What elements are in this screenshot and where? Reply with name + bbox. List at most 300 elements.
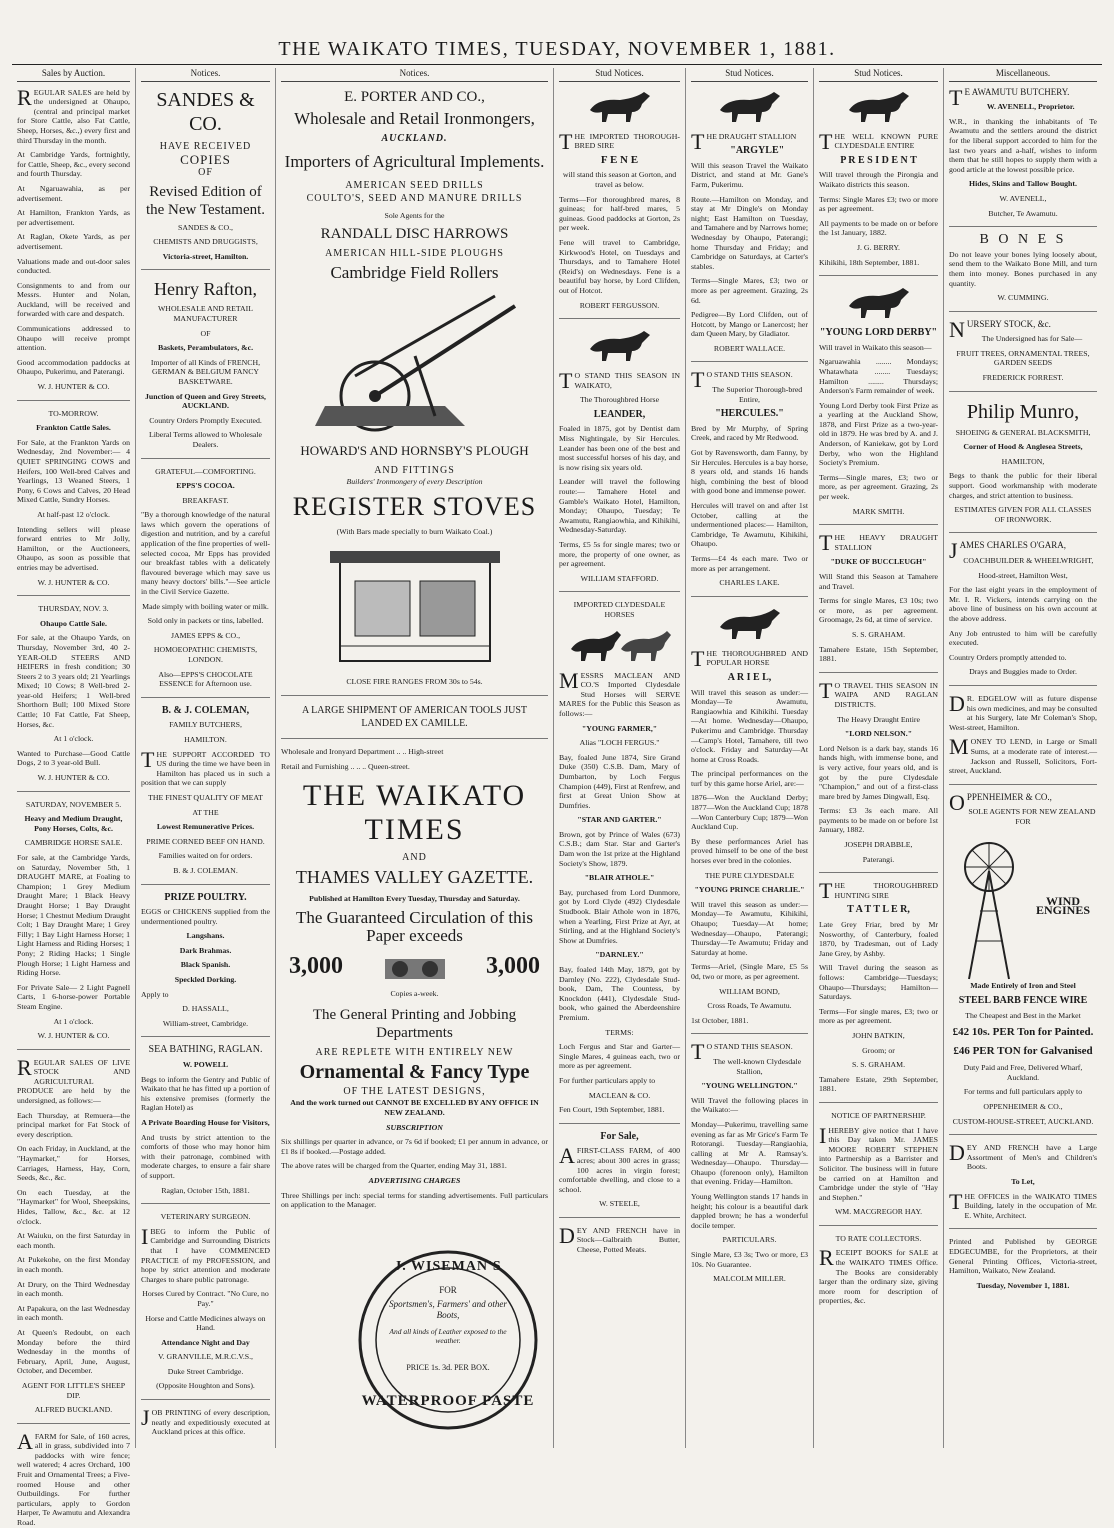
signature: FREDERICK FORREST.	[982, 373, 1064, 383]
signature: V. GRANVILLE, M.R.C.V.S.,	[157, 1352, 254, 1362]
ad-line: Sold only in packets or tins, labelled.	[147, 616, 264, 626]
ad-line: Made simply with boiling water or milk.	[142, 601, 269, 611]
ad-title: Wholesale and Retail Ironmongers,	[294, 108, 535, 128]
ad-line: The Undersigned has for Sale—	[981, 334, 1083, 344]
ad-title: Cambridge Field Rollers	[330, 263, 499, 283]
paragraph: At Papakura, on the last Wednesday in each month.	[17, 1303, 130, 1323]
heading: IMPORTED CLYDESDALE HORSES	[573, 600, 666, 619]
divider	[559, 591, 680, 592]
ad-line: AMERICAN SEED DRILLS	[345, 179, 484, 191]
horses-icon	[565, 625, 675, 665]
paragraph: DEY AND FRENCH have in Stock—Galbraith Butter, Cheese, Potted Meats.	[559, 1222, 680, 1255]
column-sales-by-auction	[12, 68, 136, 1528]
paragraph: DR. EDGELOW will as future dispense his own medicines, and may be consulted at his Surgery, late Mr Coleman's Shop, West-street, Hamilton.	[949, 690, 1097, 732]
paragraph: IBEG to inform the Public of Cambridge and Surrounding Districts that I have COMMENCED PRACTICE of my PROFESSION, and hope by strict attention and moderate Charges to share public patronage.	[141, 1223, 270, 1284]
horse-name: LEANDER,	[593, 408, 646, 420]
signature: ROBERT WALLACE.	[713, 343, 786, 353]
column-stud-notices-3	[814, 68, 944, 1448]
ad-title: JAMES CHARLES O'GARA,	[949, 538, 1066, 564]
ad-line: Raglan, October 15th, 1881.	[161, 1185, 250, 1195]
ad-line: Sole Agents for the	[384, 210, 445, 220]
divider	[141, 1203, 270, 1204]
paragraph: THE THOROUGHBRED HUNTING SIRE	[819, 878, 938, 904]
seal-line: FOR	[439, 1285, 457, 1295]
ad-line: Attendance Night and Day	[161, 1337, 250, 1347]
ad-line: Butcher, Te Awamutu.	[988, 208, 1058, 218]
divider	[949, 311, 1097, 312]
paragraph: At Cambridge Yards, fortnightly, for Cattle, Sheep, &c., every second and fourth Thursday.	[17, 150, 130, 179]
column-header: Notices.	[281, 68, 548, 82]
paragraph: Terms: £3 3s each mare. All payments to be made on or before 1st January, 1882.	[819, 806, 938, 835]
ad-line: Drays and Buggies made to Order.	[969, 667, 1077, 677]
signature: WILLIAM BOND,	[719, 986, 780, 996]
ad-title: NURSERY STOCK, &c.	[949, 316, 1051, 342]
ad-line: TERMS:	[605, 1027, 634, 1037]
horse-icon	[580, 327, 660, 365]
paragraph: Will Travel during the season as follows: Cambridge—Tuesdays; Ohaupo—Thursdays; Hamilton—Saturdays.	[819, 963, 938, 1002]
ad-title: RANDALL DISC HARROWS	[320, 226, 509, 243]
ad-title: The General Printing and Jobbing Departments	[312, 1007, 517, 1042]
paragraph: JOB PRINTING of every description, neatly and expeditiously executed at Auckland prices at this office.	[141, 1405, 270, 1437]
paragraph: Begs to thank the public for their liberal support. Good workmanship with moderate charges, and strict attention to business.	[949, 471, 1097, 500]
ad-title: Henry Rafton,	[154, 279, 257, 300]
heading: SATURDAY, NOVEMBER 5.	[25, 799, 122, 809]
divider	[17, 1423, 130, 1424]
ad-line: BREAKFAST.	[182, 495, 229, 505]
ad-line: Horse and Cattle Medicines always on Hand.	[145, 1313, 266, 1333]
paragraph: TO STAND THIS SEASON.	[691, 1039, 793, 1065]
ad-title: Philip Munro,	[966, 400, 1080, 423]
masthead-title: THE WAIKATO TIMES, TUESDAY, NOVEMBER 1, 1881.	[278, 38, 836, 60]
ad-line: COPIES	[180, 151, 231, 167]
seal-line: Sportsmen's, Farmers' and other Boots,	[389, 1299, 507, 1320]
horse-name: "YOUNG LORD DERBY"	[819, 327, 938, 339]
ad-title: Revised Edition of the New Testament.	[145, 183, 266, 218]
ad-line: OF	[198, 166, 213, 178]
signature: S. S. GRAHAM.	[851, 1060, 906, 1070]
divider	[819, 872, 938, 873]
ad-title: SEA BATHING, RAGLAN.	[148, 1044, 263, 1056]
paragraph: Consignments to and from our Messrs. Hunter and Nolan, Auckland, will be received and forwarded with care and despatch.	[17, 280, 130, 319]
horse-name: "DARNLEY."	[595, 950, 644, 960]
imprint-date: Tuesday, November 1, 1881.	[976, 1280, 1070, 1290]
ad-line: Hides, Skins and Tallow Bought.	[969, 179, 1077, 189]
ad-line: PARTICULARS.	[722, 1235, 777, 1245]
ad-line: The Heavy Draught Entire	[837, 714, 920, 724]
paragraph: Loch Fergus and Star and Garter—Single Mares, 4 guineas each, two or more as per agreement.	[559, 1042, 680, 1071]
ad-line: COACHBUILDER & WHEELWRIGHT,	[963, 556, 1094, 565]
ad-line: Speckled Dorking.	[174, 975, 237, 985]
paragraph: MONEY TO LEND, in Large or Small Sums, at a moderate rate of interest.—Jackson and Russell, Solicitors, Fort-street, Auckland.	[949, 734, 1097, 776]
ad-title: PRIZE POULTRY.	[164, 891, 247, 903]
ad-line: Tamahere Estate, 29th September, 1881.	[819, 1074, 938, 1094]
ad-title: VETERINARY SURGEON.	[160, 1212, 251, 1222]
ad-line: Hood-street, Hamilton West,	[978, 570, 1068, 580]
paragraph: Foaled in 1875, got by Dentist dam Miss Nightingale, by Sir Hercules. Leander has been one of the best and most successful horses of his day, and is now rising six years old.	[559, 424, 680, 472]
wind-engine-title: WIND ENGINES	[1035, 893, 1091, 918]
price-line: £42 10s. PER Ton for Painted.	[952, 1026, 1094, 1039]
paragraph: REGULAR SALES OF LIVE STOCK AND AGRICULTURAL PRODUCE are held by the undersigned, as follows:—	[17, 1054, 130, 1106]
masthead	[0, 0, 1114, 58]
ad-line: AND FITTINGS	[374, 465, 455, 477]
ad-title: For Sale,	[600, 1130, 639, 1142]
ad-line: HAMILTON,	[1001, 456, 1045, 466]
paragraph: TO STAND THIS SEASON IN WAIKATO,	[559, 368, 680, 394]
paragraph: Lord Nelson is a dark bay, stands 16 hands high, with immense bone, and is very active, four years old, and is got by the pure Clydesdale "Champion," and out of a first-class mare bred by James Dingwall, Esq.	[819, 743, 938, 801]
ad-title: SANDES & CO.	[156, 88, 255, 135]
masthead-rule	[12, 64, 1102, 65]
ad-line: Copies a-week.	[390, 988, 439, 998]
signature: ALFRED BUCKLAND.	[34, 1405, 113, 1415]
divider	[819, 524, 938, 525]
seal-title: J. WISEMAN'S	[394, 1259, 502, 1274]
ad-line: Black Spanish.	[180, 960, 231, 970]
paragraph: Terms—Single Mares, £3; two or more as per agreement. Grazing, 2s 6d.	[691, 276, 808, 305]
heading: AGENT FOR LITTLE'S SHEEP DIP.	[21, 1380, 126, 1400]
signature: W. J. HUNTER & CO.	[37, 1031, 110, 1041]
ad-line: Wholesale and Ironyard Department .. .. High-street	[281, 746, 444, 756]
signature: MALCOLM MILLER.	[713, 1274, 786, 1284]
divider	[691, 596, 808, 597]
ad-title: TE AWAMUTU BUTCHERY.	[949, 84, 1070, 110]
imprint: Printed and Published by GEORGE EDGECUMBE, for the Proprietors, at their General Printing Offices, Victoria-street, Hamilton, Waikato, New Zealand.	[949, 1237, 1097, 1276]
paragraph: At Pukekohe, on the first Monday in each month.	[17, 1255, 130, 1274]
ad-line: Victoria-street, Hamilton.	[162, 251, 249, 261]
seal-line: And all kinds of Leather exposed to the weather.	[389, 1327, 507, 1345]
paragraph: Terms—For thoroughbred mares, 8 guineas; for half-bred mares, 5 guineas. Good paddocks at Gorton, 2s per week.	[559, 194, 680, 233]
divider	[141, 458, 270, 459]
divider	[949, 1228, 1097, 1229]
paragraph: Will travel through the Pirongia and Waikato districts this season.	[819, 170, 938, 189]
paragraph: Route.—Hamilton on Monday, and stay at Mr Dingle's on Monday night; East Hamilton on Tuesday, and Tamahere and by Narrows home; Wednesday by Ohaupo, Paterangi; home Thursday and Friday; and Cambridge on Saturdays, at Carter's stables.	[691, 194, 808, 271]
paragraph: The above rates will be charged from the Quarter, ending May 31, 1881.	[281, 1161, 507, 1171]
signature: OPPENHEIMER & CO.,	[983, 1102, 1063, 1112]
paragraph: For Private Sale— 2 Light Pagnell Carts, 1 6-horse-power Portable Steam Engine.	[17, 982, 130, 1011]
paragraph: Will Travel the following places in the Waikato:—	[691, 1095, 808, 1115]
ad-line: William-street, Cambridge.	[162, 1018, 249, 1028]
ad-line: Alias "LOCH FERGUS."	[579, 738, 660, 748]
signature: WM. MACGREGOR HAY.	[834, 1207, 923, 1217]
horse-icon	[839, 88, 919, 126]
ad-line: W. AVENELL, Proprietor.	[986, 102, 1075, 112]
column-stud-notices-2	[686, 68, 814, 1448]
paragraph: Each Thursday, at Remuera—the principal market for Fat Stock of every description.	[17, 1110, 130, 1139]
ad-line: Liberal Terms allowed to Wholesale Dealers.	[148, 430, 263, 449]
ad-line: Apply to	[141, 989, 169, 999]
heading: Frankton Cattle Sales.	[36, 423, 111, 433]
paragraph: 1876—Won the Auckland Derby; 1877—Won the Auckland Cup; 1878—Won Canterbury Cup; 1879—Won Auckland Cup.	[691, 793, 808, 832]
paragraph: Bred by Mr Murphy, of Spring Creek, and raced by Mr Redwood.	[691, 423, 808, 443]
ad-line: AUCKLAND.	[381, 132, 448, 144]
paragraph: And trusts by strict attention to the comforts of those who may honor him with their patronage, combined with moderate charges, to ensure a fair share of support.	[141, 1132, 270, 1180]
paragraph: At Waiuku, on the first Saturday in each month.	[17, 1231, 130, 1250]
paragraph: Got by Ravensworth, dam Fanny, by Sir Hercules. Hercules is a bay horse, 8 years old, and stands 16 hands high, combining the best of blood with good bone and immense power.	[691, 448, 808, 496]
paragraph: Country Orders promptly attended to.	[949, 652, 1067, 662]
horse-icon	[839, 284, 919, 322]
paragraph: For sale, at the Ohaupo Yards, on Thursday, November 3rd, 40 2-YEAR-OLD STEERS AND HEIFERS in fresh condition; 30 Steers 2 to 3 years old; 21 Yearlings Mixed; 10 Cows; 8 Well-bred 2-year-old Heifers; 1 Well-bred Shorthorn Bull; 100 Mixed Store Cattle; 10 Fat Cattle, Fat Sheep, Horses, &c.	[17, 633, 130, 729]
paragraph: Terms—Single mares, £3; two or more, as per agreement. Grazing, 2s per week.	[819, 472, 938, 502]
horse-name: "YOUNG WELLINGTON."	[701, 1081, 798, 1091]
paragraph: Wanted to Purchase—Good Cattle Dogs, 2 to 3 year-old Bull.	[17, 748, 130, 768]
divider	[949, 532, 1097, 533]
ad-title: E. PORTER AND CO.,	[344, 88, 485, 105]
paragraph: At Ngaruawahia, as per advertisement.	[17, 183, 130, 203]
paragraph: Three Shillings per inch: special terms for standing advertisements. Full particulars on application to the Manager.	[281, 1190, 548, 1210]
ad-line: SUBSCRIPTION	[386, 1122, 443, 1132]
paragraph: Any Job entrusted to him will be carefully executed.	[949, 628, 1097, 648]
windmill-block	[949, 831, 1097, 981]
horse-icon	[580, 88, 660, 126]
paragraph: At Hamilton, Frankton Yards, as per advertisement.	[17, 208, 130, 227]
ad-title: Importers of Agricultural Implements.	[284, 151, 545, 171]
paragraph: Do not leave your bones lying loosely about, send them to the Waikato Bone Mill, and turn them into money. Bones purchased in any quantity.	[949, 249, 1097, 288]
ad-line: ARE REPLETE WITH ENTIRELY NEW	[315, 1047, 514, 1059]
signature: WILLIAM STAFFORD.	[580, 573, 659, 583]
ad-line: OF	[200, 328, 211, 338]
ad-line: Tamahere Estate, 15th September, 1881.	[819, 644, 938, 664]
paragraph: Will travel in Waikato this season—	[819, 342, 932, 352]
signature: W. AVENELL,	[999, 193, 1047, 203]
signature: W. J. HUNTER & CO.	[37, 577, 110, 587]
ad-line: (Opposite Houghton and Sons).	[156, 1381, 255, 1391]
heading: THURSDAY, NOV. 3.	[38, 604, 109, 614]
ad-line: HAMILTON.	[184, 734, 227, 744]
divider	[559, 1217, 680, 1218]
paper-title: THE WAIKATO TIMES	[302, 779, 527, 847]
divider	[559, 318, 680, 319]
horse-name: "LORD NELSON."	[844, 729, 913, 739]
paragraph: Young Lord Derby took First Prize as a yearling at the Auckland Show, 1878, and First Prize as a two-year-old in 1879. He was bred by A. and J. Anderson, of Kaniekaw, got by Lord Derby, who won the Highland Society's Premium.	[819, 400, 938, 468]
ad-line: THE PURE CLYDESDALE	[704, 870, 795, 880]
paragraph: REGULAR SALES are held by the undersigned at Ohaupo, (central and principal market for Store Cattle, also Fat Cattle, Sheep, Horses, &c.,) every first and third Thursday in the month.	[17, 84, 130, 145]
paragraph: Terms: Single Mares £3; two or more as per agreement.	[819, 194, 938, 214]
ad-line: Baskets, Perambulators, &c.	[157, 343, 254, 353]
horse-name: "BLAIR ATHOLE."	[584, 873, 655, 883]
circulation-figure: 3,000	[289, 952, 343, 979]
signature: W. CUMMING.	[997, 293, 1049, 303]
signature: W. STEELE,	[599, 1199, 640, 1209]
signature: D. HASSALL,	[182, 1004, 229, 1014]
divider	[141, 1399, 270, 1400]
paragraph: At Drury, on the Third Wednesday in each month.	[17, 1279, 130, 1299]
divider	[141, 884, 270, 885]
ad-line: The Superior Thorough-bred Entire,	[712, 385, 803, 404]
paragraph: Communications addressed to Ohaupo will receive prompt attention.	[17, 324, 130, 353]
divider	[949, 1134, 1097, 1135]
ad-line: PRIME CORNED BEEF ON HAND.	[146, 836, 265, 846]
ad-line: Retail and Furnishing .. .. .. Queen-street.	[281, 761, 410, 771]
heading: TO-MORROW.	[48, 408, 99, 418]
ad-line: Importer of all Kinds of FRENCH, GERMAN & BELGIUM FANCY BASKETWARE.	[150, 357, 261, 386]
paragraph: All payments to be made on or before the 1st January, 1882.	[819, 218, 938, 238]
ad-line: The Cheapest and Best in the Market	[965, 1010, 1081, 1020]
ad-line: OF THE LATEST DESIGNS,	[343, 1086, 486, 1098]
ad-line: For terms and full particulars apply to	[963, 1087, 1083, 1097]
ad-line: SANDES & CO.,	[177, 222, 234, 232]
column-notices-1	[136, 68, 276, 1448]
paragraph: Valuations made and out-door sales conducted.	[17, 256, 130, 276]
signature: J. G. BERRY.	[857, 242, 900, 252]
horse-name: A R I E L,	[727, 671, 772, 683]
column-header: Stud Notices.	[559, 68, 680, 82]
ad-title: To Let,	[1011, 1177, 1035, 1186]
heading: TO RATE COLLECTORS.	[835, 1233, 922, 1243]
ad-line: Cross Roads, Te Awamutu.	[707, 1001, 792, 1011]
ad-line: Country Orders Promptly Executed.	[149, 415, 262, 425]
paragraph: Hercules will travel on and after 1st October, calling at the undermentioned places:— Hamilton, Cambridge, Te Awamutu, Kihikihi, Ohaupo.	[691, 501, 808, 549]
paragraph: At Raglan, Okete Yards, as per advertisement.	[17, 232, 130, 251]
horse-name: F E N E	[600, 153, 639, 166]
ad-line: For further particulars apply to	[559, 1075, 656, 1085]
signature: S. S. GRAHAM.	[851, 629, 906, 639]
paragraph: The principal performances on the turf by this game horse Ariel, are:—	[691, 769, 808, 788]
paragraph: At 1 o'clock.	[53, 734, 94, 744]
paragraph: THE WELL KNOWN PURE CLYDESDALE ENTIRE	[819, 128, 938, 154]
ad-line: The well-known Clydesdale Stallion,	[713, 1056, 802, 1076]
ad-line: The Thoroughbred Horse	[579, 395, 660, 405]
signature: W. J. HUNTER & CO.	[37, 773, 110, 783]
circulation-row	[289, 949, 540, 985]
paragraph: Good accommodation paddocks at Ohaupo, Pukerimu, and Paterangi.	[17, 357, 130, 377]
paragraph: THE OFFICES in the WAIKATO TIMES Building, lately in the occupation of Mr. E. White, Architect.	[949, 1188, 1097, 1220]
paragraph: AFIRST-CLASS FARM, of 400 acres; about 300 acres in grass; 100 acres in virgin forest; comfortable dwelling, and close to a school.	[559, 1143, 680, 1194]
windmill-illustration	[949, 831, 1029, 981]
signature: ROBERT FERGUSSON.	[579, 300, 660, 310]
price-line: £46 PER TON for Galvanised	[953, 1045, 1093, 1058]
divider	[559, 1123, 680, 1124]
signature: JOSEPH DRABBLE,	[844, 840, 913, 850]
heading: CAMBRIDGE HORSE SALE.	[24, 838, 123, 848]
ad-line: JAMES EPPS & CO.,	[170, 630, 241, 640]
paragraph: Terms—£4 4s each mare. Two or more as per arrangement.	[691, 553, 808, 573]
ad-line: Kihikihi, 18th September, 1881.	[819, 257, 920, 267]
divider	[281, 695, 548, 696]
paragraph: Late Grey Friar, bred by Mr Nosworthy, of Canterbury, foaled 1870, by Tradesman, out of Lady Jane Grey, by Ashby.	[819, 920, 938, 958]
divider	[281, 738, 548, 739]
divider	[949, 391, 1097, 392]
paragraph: THE DRAUGHT STALLION	[691, 128, 797, 154]
ad-line: COULTO'S, SEED AND MANURE DRILLS	[306, 192, 523, 204]
ad-line: Corner of Hood & Anglesea Streets,	[963, 442, 1083, 452]
signature: B. & J. COLEMAN.	[173, 865, 238, 875]
paragraph: At 1 o'clock.	[53, 1016, 94, 1026]
ad-line: THE FINEST QUALITY OF MEAT	[148, 792, 263, 802]
ad-line: Dark Brahmas.	[179, 945, 232, 955]
ad-title: EPPS'S COCOA.	[176, 481, 235, 491]
paragraph: Monday—Pukerimu, travelling same evening as far as Mr Grice's Farm Te Rotorangi. Tuesday—Rangiaohia, calling at Mr A. Ramsay's. Wednesday—Ohaupo. Thursday—Ohaupo (forenoon only), Hamilton that evening. Friday—Hamilton.	[691, 1119, 808, 1187]
paragraph: On each Friday, in Auckland, at the "Haymarket," for Horses, Carriages, Harness, Hay, Corn, Seeds, &c., &c.	[17, 1144, 130, 1183]
ad-line: HAVE RECEIVED	[159, 140, 252, 152]
paragraph: Bay, purchased from Lord Dunmore, got by Lord Clyde (492) Clydesdale Studbook. Blair Athole won in 1876, when a Yearling, First Prize at Ayr, at Stirling, and at the Highland Society's Show at Dumfries.	[559, 887, 680, 945]
wiseman-advertisement	[348, 1245, 548, 1440]
paragraph: Bay, foaled 14th May, 1879, got by Darnley (No. 222), Clydesdale Stud-book, Dam, The Countess, by Knockdon (441), Clydesdale Stud-book, who gained the Aberdeenshire Premium.	[559, 965, 680, 1022]
ad-line: Lowest Remunerative Prices.	[156, 822, 255, 832]
divider	[691, 1033, 808, 1034]
ad-line: W. POWELL	[182, 1060, 229, 1070]
ad-title: A LARGE SHIPMENT OF AMERICAN TOOLS JUST LANDED EX CAMILLE.	[301, 704, 528, 729]
paragraph: Fene will travel to Cambridge, Kirkwood's Hotel, on Tuesdays and Thursdays, and to Tamahere Hotel (Reid's) on Wednesdays. Fene is a beautiful bay horse, by Lord Clifden, out of Hotcot.	[559, 237, 680, 295]
ad-title: B O N E S	[979, 232, 1067, 248]
ad-line: (With Bars made specially to burn Waikato Coal.)	[336, 526, 493, 536]
ad-line: FAMILY BUTCHERS,	[169, 720, 242, 730]
paragraph: Pedigree—By Lord Clifden, out of Hotcott, by Mango or Lanercost; her dam Queen Mary, by Gladiator.	[691, 310, 808, 339]
column-header: Miscellaneous.	[949, 68, 1097, 82]
column-header: Stud Notices.	[691, 68, 808, 82]
ad-line: A Private Boarding House for Visitors,	[141, 1118, 270, 1127]
horse-icon	[710, 605, 790, 643]
paragraph: W.R., in thanking the inhabitants of Te Awamutu and the settlers around the district for the liberal support accorded to him for the last two years and a-half, wishes to inform them that he still hopes to supply them with a good article at the lowest possible price.	[949, 116, 1097, 174]
horse-name: "HERCULES."	[715, 408, 784, 420]
paragraph: will stand this season at Gorton, and travel as below.	[562, 170, 677, 189]
paragraph: THE SUPPORT ACCORDED TO US during the time we have been in Hamilton has placed us in such a position that we can supply	[141, 746, 270, 788]
paragraph: AFARM for Sale, of 160 acres, all in grass, subdivided into 7 paddocks with wire fence; well watered; 4 acres Orchard, 100 Fruit and Ornamental Trees; a Five-roomed House and other Outbuildings. For further particulars, apply to Gordon Harper, Te Awamutu and Alexandra Road.	[17, 1428, 130, 1528]
divider	[949, 226, 1097, 227]
divider	[949, 685, 1097, 686]
horse-name: "ARGYLE"	[730, 145, 785, 157]
ad-line: AT THE	[192, 807, 219, 817]
horse-name: "YOUNG PRINCE CHARLIE."	[694, 885, 805, 895]
ad-line: CHEMISTS AND DRUGGISTS,	[153, 237, 258, 247]
signature: CHARLES LAKE.	[719, 578, 780, 588]
circulation-figure: 3,000	[486, 952, 540, 979]
ad-line: WHOLESALE AND RETAIL MANUFACTURER	[157, 304, 254, 323]
paragraph: Terms, £5 5s for single mares; two or more, the property of one owner, as per agreement.	[559, 540, 680, 569]
paragraph: By these performances Ariel has proved himself to be one of the best horses ever bred in the colonies.	[691, 836, 808, 866]
paragraph: TO STAND THIS SEASON.	[691, 367, 793, 393]
paragraph: Single Mare, £3 3s; Two or more, £3 10s. No Guarantee.	[691, 1250, 808, 1269]
signature: MACLEAN & CO.	[588, 1090, 651, 1100]
signature: JOHN BATKIN,	[852, 1030, 905, 1040]
paragraph: Will this season Travel the Waikato District, and stand at Mr. Gane's Farm, Pukerimu.	[691, 160, 808, 189]
horse-name: "YOUNG FARMER,"	[581, 723, 658, 733]
paragraph: "By a thorough knowledge of the natural laws which govern the operations of digestion and nutrition, and by a careful application of the fine properties of well-selected cocoa, Mr Epps has provided our breakfast tables with a delicately flavoured beverage which may save us many heavy doctors' bills."—See article in the Civil Service Gazette.	[141, 510, 270, 597]
plough-illustration	[295, 286, 535, 436]
column-header: Notices.	[141, 68, 270, 82]
paragraph: THE HEAVY DRAUGHT STALLION	[819, 530, 938, 556]
paragraph: IHEREBY give notice that I have this Day taken Mr. JAMES MOORE ROBERT STEPHEN into Partnership as a Barrister and Solicitor. The business will in future be carried on at Hamilton and Cambridge under the style of "Hay and Stephen."	[819, 1122, 938, 1202]
paragraph: Six shillings per quarter in advance, or 7s 6d if booked; £1 per annum in advance, or £1 8s if booked.—Postage added.	[281, 1137, 548, 1156]
ad-line: CUSTOM-HOUSE-STREET, AUCKLAND.	[952, 1116, 1094, 1126]
ad-line: Groom; or	[862, 1045, 895, 1055]
ad-line: Duke Street Cambridge.	[167, 1366, 244, 1376]
paragraph: At Queen's Redoubt, on each Monday before the third Wednesday in the months of February, April, June, August, October, and December.	[17, 1327, 130, 1376]
ad-title: Ornamental & Fancy Type	[299, 1061, 530, 1084]
ad-line: SHOEING & GENERAL BLACKSMITH,	[955, 427, 1091, 437]
horse-name: "STAR AND GARTER."	[577, 815, 662, 825]
seal-price: PRICE 1s. 3d. PER BOX.	[406, 1363, 490, 1372]
column-miscellaneous	[944, 68, 1102, 1448]
ad-line: Duty Paid and Free, Delivered Wharf, Auckland.	[963, 1063, 1083, 1082]
paragraph: Intending sellers will please forward entries to Mr Jolly, Hamilton, or the Auctioneers, Ohaupo, as soon as possible that entries may be advertised.	[17, 524, 130, 572]
paragraph: RECEIPT BOOKS for SALE at the WAIKATO TIMES Office. The Books are considerably larger than the ordinary size, giving more room for description of properties, &c.	[819, 1245, 938, 1306]
ad-line: FRUIT TREES, ORNAMENTAL TREES, GARDEN SEEDS	[956, 348, 1090, 368]
signature: MARK SMITH.	[852, 506, 905, 516]
divider	[17, 791, 130, 792]
stove-illustration	[320, 541, 510, 671]
paragraph: THE THOROUGHBRED AND POPULAR HORSE	[691, 645, 808, 671]
ad-line: ESTIMATES GIVEN FOR ALL CLASSES OF IRONWORK.	[954, 505, 1092, 524]
paragraph: On each Tuesday, at the "Haymarket" for Wool, Sheepskins, Hides, Tallow, &c., &c. at 12 o'clock.	[17, 1187, 130, 1226]
column-notices-2	[276, 68, 554, 1448]
printing-press-icon	[380, 949, 450, 985]
horse-name: P R E S I D E N T	[840, 154, 917, 166]
paragraph: For Sale, at the Frankton Yards on Wednesday, 2nd November:— 4 QUIET SPRINGING COWS and Heifers, 100 Well-bred Calves and Yearlings, 13 Weaned Steers, 1 Pony, 6 Cows and Calves, 20 Head Mixed Cattle, Sundry Horses.	[17, 437, 130, 505]
ad-title: OPPENHEIMER & CO.,	[949, 789, 1052, 815]
ad-title: B. & J. COLEMAN,	[161, 704, 250, 716]
paragraph: THE IMPORTED THOROUGH-BRED SIRE	[559, 128, 680, 154]
ad-line: CLOSE FIRE RANGES FROM 30s to 54s.	[346, 677, 483, 687]
paragraph: At half-past 12 o'clock.	[37, 509, 110, 519]
